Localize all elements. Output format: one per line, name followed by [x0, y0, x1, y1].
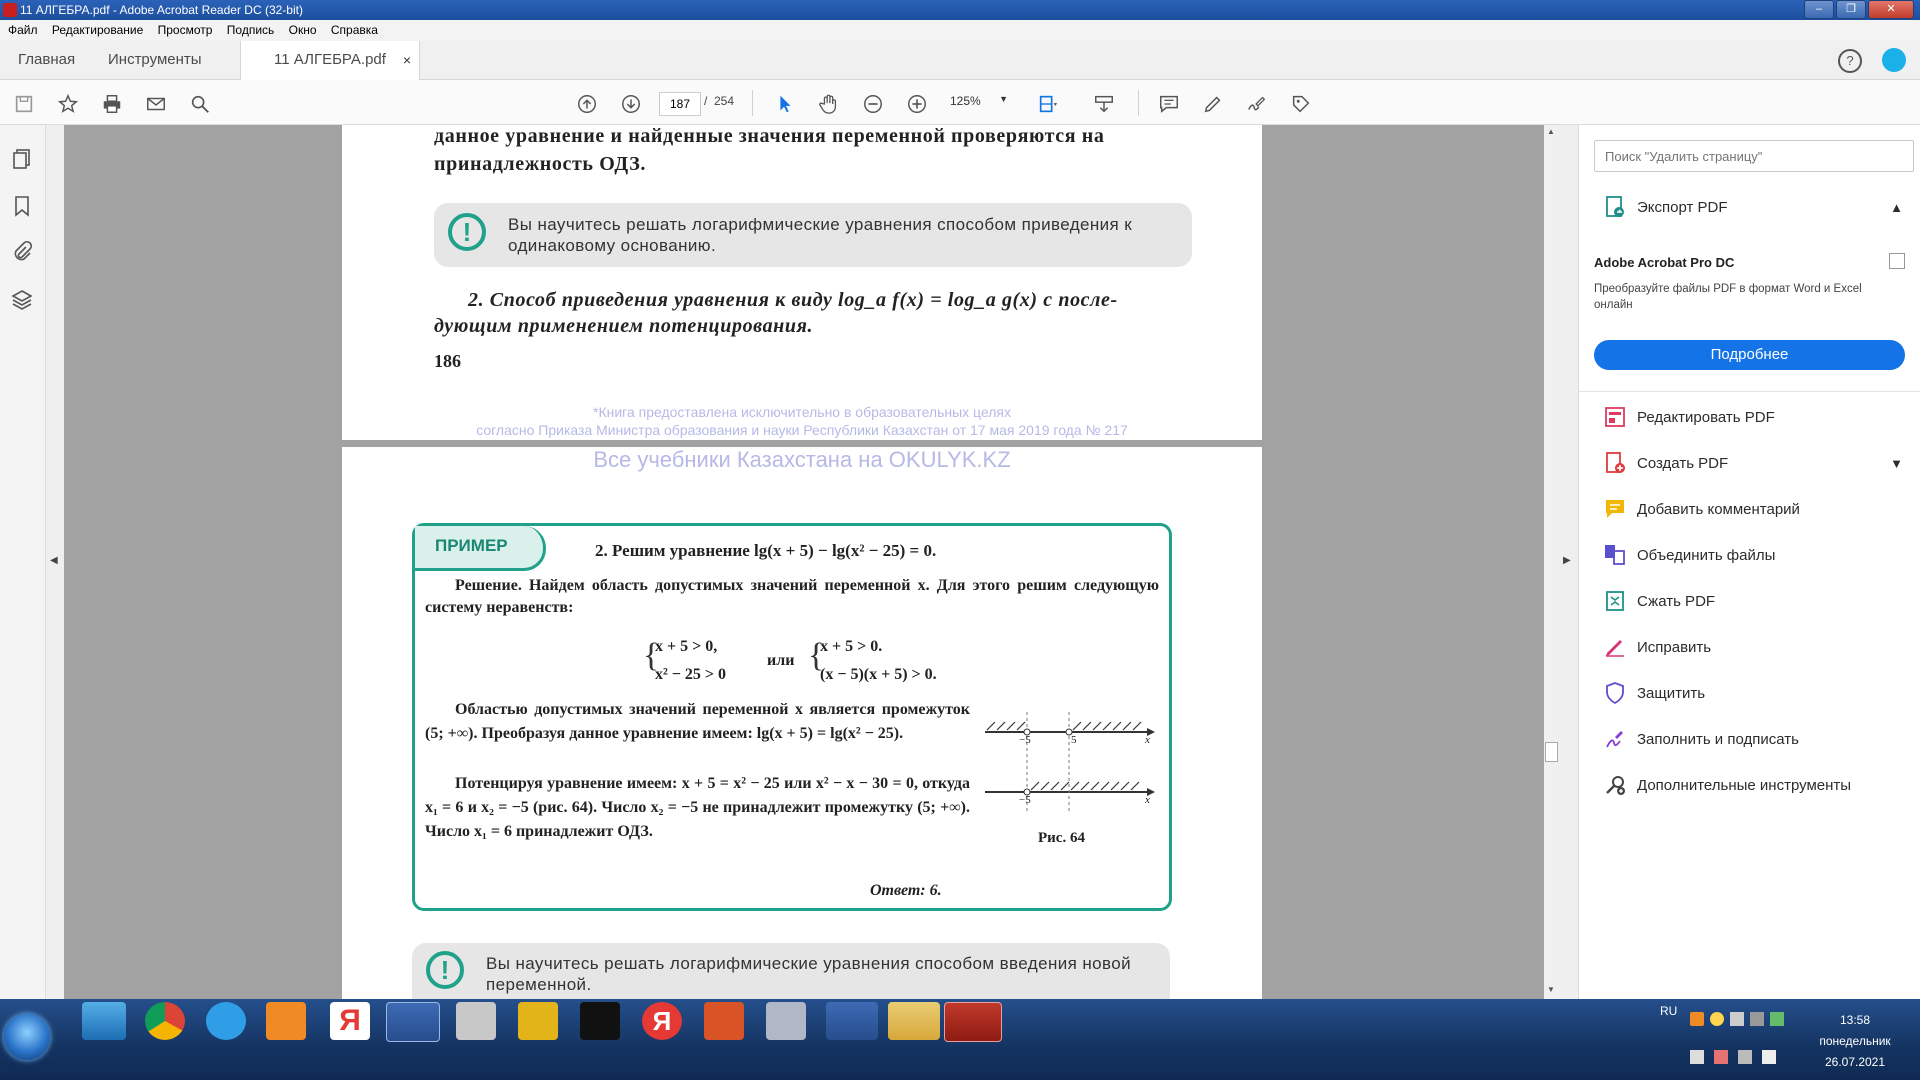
- menu-edit[interactable]: Редактирование: [51, 23, 144, 37]
- previous-page-icon[interactable]: [575, 92, 599, 116]
- fig-tick-label: −5: [1019, 794, 1031, 806]
- next-page-icon[interactable]: [619, 92, 643, 116]
- menu-help[interactable]: Справка: [330, 23, 378, 37]
- scroll-up-arrow-icon[interactable]: ▲: [1547, 127, 1555, 136]
- shield-icon: [1603, 681, 1627, 705]
- chevron-up-icon: ▲: [1890, 199, 1903, 215]
- toolbar-divider: [752, 90, 753, 116]
- zoom-dropdown[interactable]: [950, 94, 1012, 114]
- search-icon[interactable]: [188, 92, 212, 116]
- add-comment-tool[interactable]: [1603, 494, 1800, 524]
- word-icon[interactable]: [386, 1002, 440, 1042]
- clock-time: 13:58: [1839, 1013, 1871, 1027]
- right-panel-collapse-handle[interactable]: [1558, 125, 1579, 999]
- office-app-icon[interactable]: [704, 1002, 744, 1040]
- speaker-icon[interactable]: [1690, 1050, 1704, 1064]
- tray-icon[interactable]: [1710, 1012, 1724, 1026]
- edit-pdf-icon: [1603, 405, 1627, 429]
- tray-icon[interactable]: [1770, 1012, 1784, 1026]
- tray-icon[interactable]: [1730, 1012, 1744, 1026]
- fig-axis-label: x: [1145, 734, 1150, 746]
- export-pdf-header[interactable]: [1603, 192, 1903, 222]
- page-number-input[interactable]: 187: [659, 92, 701, 116]
- tray-icon[interactable]: [1750, 1012, 1764, 1026]
- example-label: ПРИМЕР: [435, 536, 508, 555]
- menu-sign[interactable]: Подпись: [226, 23, 275, 37]
- toolbar: [0, 80, 1920, 125]
- layers-icon[interactable]: [10, 288, 34, 312]
- start-button[interactable]: [4, 1014, 50, 1060]
- pdf-page-top: [342, 125, 1262, 440]
- zoom-out-icon[interactable]: [861, 92, 885, 116]
- watermark-line: *Книга предоставлена исключительно в образовательных целях: [593, 404, 1011, 420]
- combine-files-tool[interactable]: [1603, 540, 1775, 570]
- protect-tool[interactable]: [1603, 678, 1705, 708]
- hand-tool-icon[interactable]: [817, 92, 841, 116]
- menu-file[interactable]: Файл: [8, 23, 38, 37]
- method-heading: 2. Способ приведения уравнения к виду log_a f(x) = log_a g(x) с после-: [468, 289, 1118, 311]
- answer-text: Ответ: 6.: [870, 882, 942, 899]
- document-view[interactable]: [64, 125, 1544, 999]
- tool-label: Заполнить и подписать: [1637, 730, 1799, 748]
- close-tab-icon[interactable]: ×: [402, 52, 411, 68]
- compass-app-icon[interactable]: [456, 1002, 496, 1040]
- tab-document[interactable]: [240, 41, 420, 80]
- tools-pane: [1579, 125, 1920, 999]
- fig-axis-label: x: [1145, 794, 1150, 806]
- file-explorer-icon[interactable]: [888, 1002, 940, 1040]
- example-box: [412, 523, 1172, 911]
- learn-more-button[interactable]: Подробнее: [1594, 340, 1905, 370]
- chevron-left-icon: ◀: [50, 555, 58, 566]
- bookmark-star-icon[interactable]: [56, 92, 80, 116]
- system-right-2: (x − 5)(x + 5) > 0.: [820, 666, 937, 683]
- create-pdf-icon: [1603, 451, 1627, 475]
- ie-browser-icon[interactable]: [206, 1002, 246, 1040]
- fix-tool[interactable]: [1603, 632, 1711, 662]
- chrome-icon[interactable]: [145, 1002, 185, 1040]
- flag-icon[interactable]: [1762, 1050, 1776, 1064]
- tool-label: Сжать PDF: [1637, 592, 1716, 610]
- minimize-button[interactable]: –: [1804, 0, 1834, 19]
- media-app-icon[interactable]: [766, 1002, 806, 1040]
- clock-day: понедельник: [1819, 1034, 1891, 1048]
- system-tray-icons-row2[interactable]: [1690, 1050, 1780, 1068]
- tools-search-input[interactable]: [1594, 140, 1914, 172]
- highlight-pen-icon[interactable]: [1201, 92, 1225, 116]
- fit-page-icon[interactable]: [1036, 92, 1060, 116]
- acrobat-taskbar-icon[interactable]: [944, 1002, 1002, 1042]
- system-left-2: x² − 25 > 0: [655, 666, 727, 683]
- export-pdf-icon: [1603, 195, 1627, 219]
- figure-64-number-lines: [985, 712, 1155, 822]
- sign-icon[interactable]: [1245, 92, 1269, 116]
- tool-label: Объединить файлы: [1637, 546, 1776, 564]
- system-tray-icons[interactable]: [1690, 1012, 1790, 1030]
- odz-paragraph: Областью допустимых значений переменной x является промежуток (5; +∞). Преобразуя данное уравнение имеем: lg(x + 5) = lg(x² − 25).: [425, 701, 970, 742]
- note-text: Вы научитесь решать логарифмические уравнения способом приведения к одинаковому основанию.: [508, 215, 1133, 255]
- bookmarks-icon[interactable]: [10, 194, 34, 218]
- acrobat-app-icon: [3, 3, 17, 17]
- menu-view[interactable]: Просмотр: [157, 23, 213, 37]
- zoom-value: 125%: [950, 94, 981, 108]
- tab-bar: [0, 41, 1920, 80]
- chevron-right-icon: ▶: [1563, 555, 1571, 566]
- method-heading-cont: дующим применением потенцирования.: [434, 315, 814, 337]
- learning-note-box: [412, 943, 1170, 999]
- taskbar-app-icon[interactable]: [82, 1002, 126, 1040]
- network-icon[interactable]: [1714, 1050, 1728, 1064]
- system-left-1: x + 5 > 0,: [655, 638, 718, 655]
- menu-bar: [0, 20, 1920, 41]
- select-cursor-icon[interactable]: [773, 92, 797, 116]
- left-panel-collapse-handle[interactable]: [46, 125, 64, 999]
- skype-icon[interactable]: [826, 1002, 878, 1040]
- clock[interactable]: [1800, 1010, 1910, 1073]
- fill-sign-icon: [1603, 727, 1627, 751]
- scrollbar-thumb[interactable]: [1545, 742, 1558, 762]
- comment-tool-icon: [1603, 497, 1627, 521]
- tab-document-label: 11 АЛГЕБРА.pdf: [274, 51, 386, 68]
- tool-label: Исправить: [1637, 638, 1712, 656]
- edit-pdf-tool[interactable]: [1603, 402, 1775, 432]
- exclamation-icon: !: [448, 213, 486, 251]
- help-icon[interactable]: ?: [1838, 49, 1862, 73]
- system-brace: {: [808, 637, 825, 674]
- more-tools[interactable]: [1603, 770, 1851, 800]
- title-bar: [0, 0, 1920, 20]
- tool-label: Дополнительные инструменты: [1637, 776, 1852, 794]
- account-avatar[interactable]: [1882, 48, 1906, 72]
- example-label-badge: [415, 526, 546, 571]
- system-brace: {: [643, 637, 660, 674]
- zoom-in-icon[interactable]: [905, 92, 929, 116]
- tool-label: Защитить: [1637, 684, 1706, 702]
- tool-label: Добавить комментарий: [1637, 500, 1800, 518]
- fill-and-sign-tool[interactable]: [1603, 724, 1799, 754]
- page-total: 254: [714, 94, 735, 108]
- chevron-down-icon: ▼: [999, 94, 1008, 104]
- scroll-down-arrow-icon[interactable]: ▼: [1547, 985, 1555, 994]
- restore-button[interactable]: ❐: [1836, 0, 1866, 19]
- n-app-icon[interactable]: [580, 1002, 620, 1040]
- more-tools-icon: [1603, 773, 1627, 797]
- example-title: 2. Решим уравнение lg(x + 5) − lg(x² − 25) = 0.: [595, 541, 937, 560]
- create-pdf-tool[interactable]: [1603, 448, 1903, 478]
- share-tag-icon[interactable]: [1289, 92, 1313, 116]
- system-right-1: x + 5 > 0.: [820, 638, 883, 655]
- pdf-page-bottom: [342, 447, 1262, 999]
- number-line-graphic: [985, 712, 1155, 822]
- window-title: 11 АЛГЕБРА.pdf - Adobe Acrobat Reader DC (32-bit): [20, 3, 303, 17]
- potentiation-paragraph: Потенцируя уравнение имеем: x + 5 = x² − 25 или x² − x − 30 = 0, откуда x₁ = 6 и x₂ = −5 (рис. 64). Число x₂ = −5 не принадлежит промежутку (5; +∞). Число x₁ = 6 принадлежит ОДЗ.: [425, 775, 970, 840]
- page-thumbnails-icon[interactable]: [10, 147, 34, 171]
- watermark-site: Все учебники Казахстана на OKULYK.KZ: [593, 447, 1011, 472]
- fig-tick-label: −5: [1019, 734, 1031, 746]
- compress-pdf-tool[interactable]: [1603, 586, 1715, 616]
- copy-icon[interactable]: [1889, 253, 1905, 269]
- solution-paragraph: Решение. Найдем область допустимых значений переменной x. Для этого решим следующую систему неравенств:: [425, 577, 1159, 616]
- tray-icon[interactable]: [1690, 1012, 1704, 1026]
- media-player-icon[interactable]: [266, 1002, 306, 1040]
- text-line: принадлежность ОДЗ.: [434, 153, 646, 175]
- figure-caption: Рис. 64: [1038, 830, 1085, 846]
- tab-home[interactable]: Главная: [18, 51, 76, 68]
- divider: [1579, 391, 1920, 392]
- page-separator: /: [704, 94, 708, 108]
- exclamation-icon: !: [426, 951, 464, 989]
- export-pdf-label: Экспорт PDF: [1637, 198, 1728, 216]
- close-window-button[interactable]: ✕: [1868, 0, 1914, 19]
- tool-label: Редактировать PDF: [1637, 408, 1775, 426]
- learning-note-box: [434, 203, 1192, 267]
- left-navigation-rail: [0, 125, 46, 999]
- yandex-icon[interactable]: Я: [330, 1002, 370, 1040]
- scroll-mode-icon[interactable]: [1092, 92, 1116, 116]
- compress-pdf-icon: [1603, 589, 1627, 613]
- toolbar-divider: [1138, 90, 1139, 116]
- language-indicator[interactable]: RU: [1660, 1004, 1678, 1018]
- text-line: данное уравнение и найденные значения переменной проверяются на: [434, 125, 1105, 147]
- comment-icon[interactable]: [1157, 92, 1181, 116]
- menu-window[interactable]: Окно: [288, 23, 317, 37]
- page-number: 186: [434, 351, 461, 371]
- combine-files-icon: [1603, 543, 1627, 567]
- save-icon[interactable]: [12, 92, 36, 116]
- tab-tools[interactable]: Инструменты: [108, 51, 202, 68]
- email-icon[interactable]: [144, 92, 168, 116]
- fig-tick-label: 5: [1071, 734, 1077, 746]
- print-icon[interactable]: [100, 92, 124, 116]
- note-text: Вы научитесь решать логарифмические уравнения способом введения новой переменной.: [486, 954, 1131, 994]
- fix-pen-icon: [1603, 635, 1627, 659]
- volume-icon[interactable]: [1738, 1050, 1752, 1064]
- clock-date: 26.07.2021: [1824, 1055, 1886, 1069]
- promo-title: Adobe Acrobat Pro DC: [1594, 255, 1735, 270]
- attachments-icon[interactable]: [10, 240, 34, 264]
- promo-text: Преобразуйте файлы PDF в формат Word и Excel онлайн: [1594, 283, 1862, 311]
- vertical-scrollbar[interactable]: [1544, 125, 1558, 999]
- window-controls: [1804, 0, 1914, 19]
- system-or: или: [767, 652, 795, 669]
- game-app-icon[interactable]: [518, 1002, 558, 1040]
- chevron-down-icon[interactable]: ▼: [1890, 455, 1903, 471]
- watermark-line: согласно Приказа Министра образования и науки Республики Казахстан от 17 мая 2019 года № 217: [476, 422, 1128, 438]
- yandex-browser-icon[interactable]: Я: [642, 1002, 682, 1040]
- tool-label: Создать PDF: [1637, 454, 1729, 472]
